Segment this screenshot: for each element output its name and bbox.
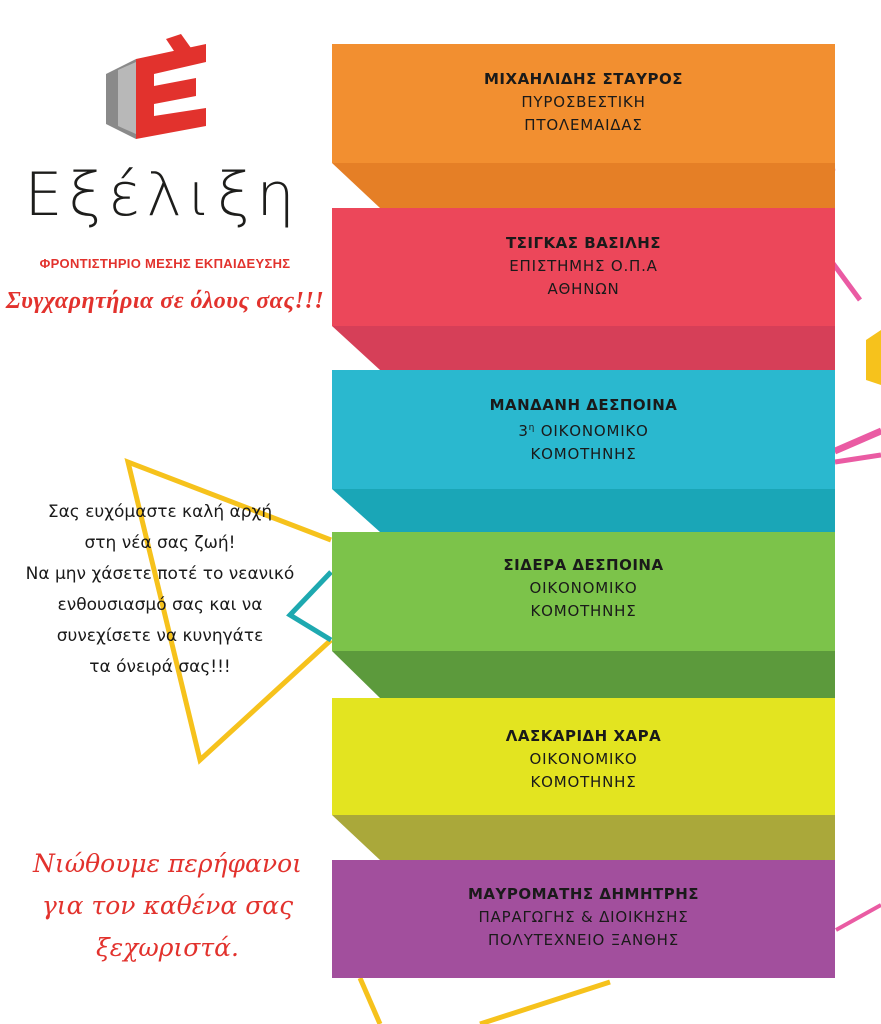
proud-message (15, 843, 320, 969)
school-ordinal-suffix: η (528, 423, 536, 433)
congrats-heading: Συγχαρητήρια σε όλους σας!!! (5, 288, 325, 314)
yellow-lines-bottom (360, 978, 380, 1024)
wish-line: στη νέα σας ζωή! (84, 533, 236, 553)
yellow-wedge-right (866, 330, 881, 385)
student-name: ΛΑΣΚΑΡΙΔΗ ΧΑΡΑ (505, 727, 662, 745)
wish-line: συνεχίσετε να κυνηγάτε (56, 626, 264, 646)
school-name: ΟΙΚΟΝΟΜΙΚΟ (540, 422, 649, 440)
student-school: ΠΑΡΑΓΩΓΗΣ & ΔΙΟΙΚΗΣΗΣ (478, 908, 689, 926)
brand-logo-icon (96, 34, 216, 164)
student-card-4 (332, 554, 835, 623)
student-name: ΣΙΔΕΡΑ ΔΕΣΠΟΙΝΑ (503, 556, 664, 574)
student-card-3 (332, 394, 835, 466)
student-city: ΠΟΛΥΤΕΧΝΕΙΟ ΞΑΝΘΗΣ (487, 931, 680, 949)
wish-line: Να μην χάσετε ποτέ το νεανικό (25, 564, 295, 584)
fold-yellow (332, 815, 835, 860)
proud-line: για τον καθένα σας (41, 891, 294, 920)
student-name: ΜΑΥΡΟΜΑΤΗΣ ΔΗΜΗΤΡΗΣ (467, 885, 700, 903)
wish-message (0, 497, 320, 683)
student-school: ΟΙΚΟΝΟΜΙΚΟ (529, 750, 638, 768)
fold-red (332, 326, 835, 370)
student-name: ΜΙΧΑΗΛΙΔΗΣ ΣΤΑΥΡΟΣ (484, 70, 683, 88)
wish-line: ενθουσιασμό σας και να (57, 595, 263, 615)
school-ordinal: 3 (518, 422, 529, 440)
brand-subtitle: ΦΡΟΝΤΙΣΤΗΡΙΟ ΜΕΣΗΣ ΕΚΠΑΙΔΕΥΣΗΣ (39, 256, 291, 271)
student-school: ΟΙΚΟΝΟΜΙΚΟ (529, 579, 638, 597)
student-city: ΑΘΗΝΩΝ (547, 280, 620, 298)
student-city: ΚΟΜΟΤΗΝΗΣ (530, 773, 637, 791)
student-card-1 (332, 68, 835, 137)
student-card-5 (332, 725, 835, 794)
student-school: ΕΠΙΣΤΗΜΗΣ Ο.Π.Α (509, 257, 658, 275)
fold-cyan (332, 489, 835, 532)
fold-green (332, 651, 835, 698)
proud-line: ξεχωριστά. (96, 933, 239, 962)
student-name: ΜΑΝΔΑΝΗ ΔΕΣΠΟΙΝΑ (489, 396, 678, 414)
student-school (332, 417, 835, 443)
student-card-6 (332, 883, 835, 952)
wish-line: τα όνειρά σας!!! (89, 657, 231, 677)
student-card-2 (332, 232, 835, 301)
student-city: ΠΤΟΛΕΜΑΙΔΑΣ (524, 116, 643, 134)
fold-orange (332, 163, 835, 208)
wish-line: Σας ευχόμαστε καλή αρχή (47, 502, 273, 522)
proud-line: Νιώθουμε περήφανοι (33, 849, 302, 878)
student-city: ΚΟΜΟΤΗΝΗΣ (530, 445, 637, 463)
brand-name: Εξέλιξη (24, 160, 301, 230)
student-city: ΚΟΜΟΤΗΝΗΣ (530, 602, 637, 620)
pink-lines-bottom (836, 905, 881, 930)
student-school: ΠΥΡΟΣΒΕΣΤΙΚΗ (521, 93, 646, 111)
student-name: ΤΣΙΓΚΑΣ ΒΑΣΙΛΗΣ (505, 234, 662, 252)
